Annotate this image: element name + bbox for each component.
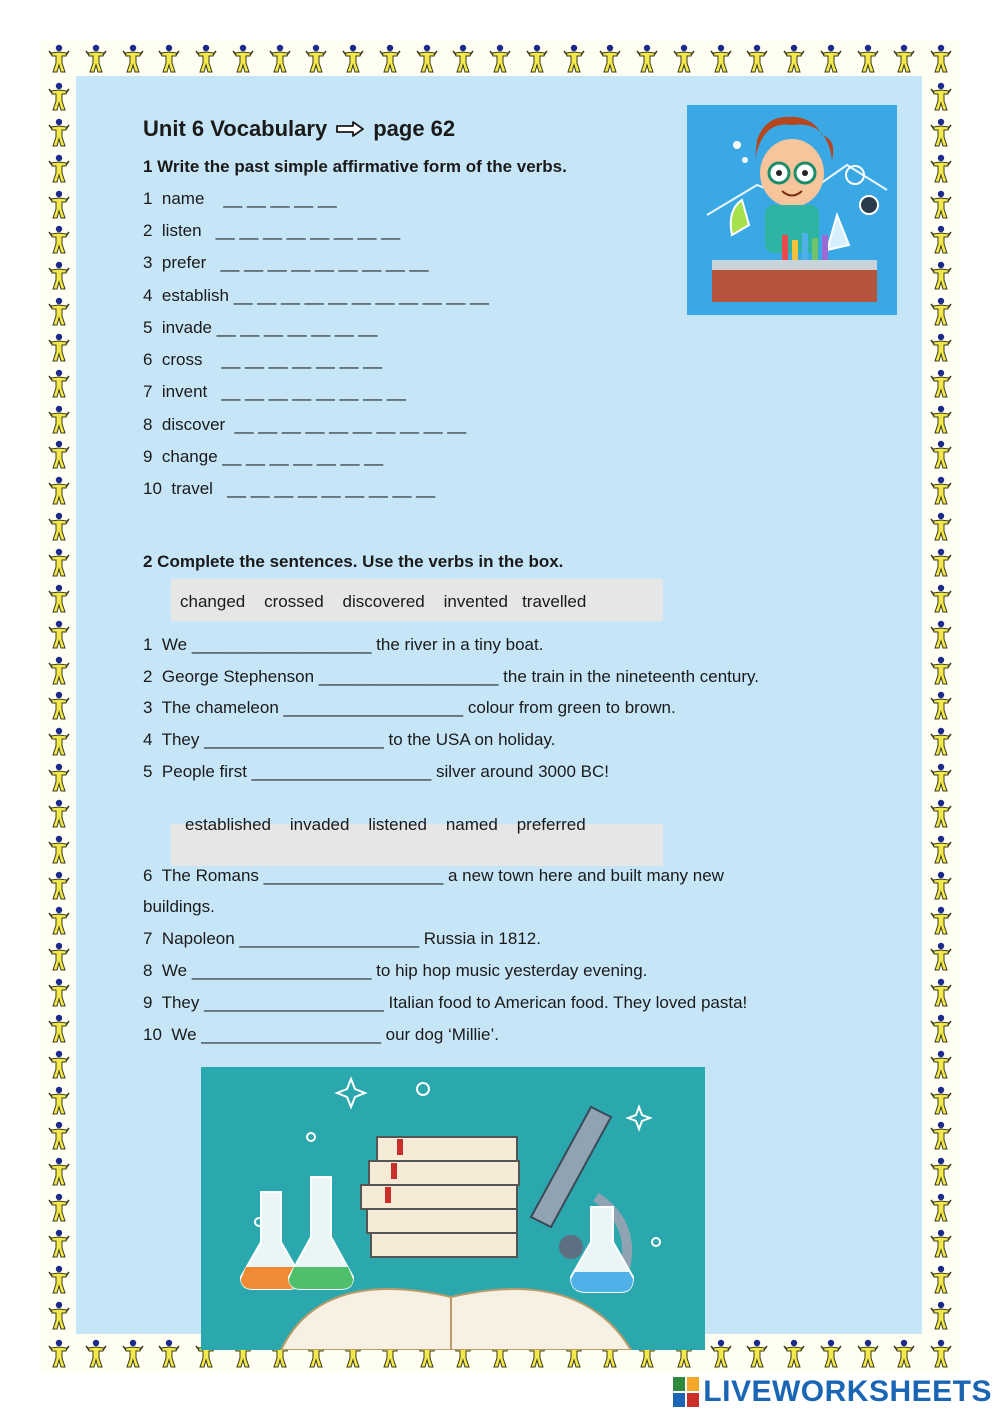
- ex2-sentence[interactable]: 7 Napoleon ___________________ Russia in 1812.: [143, 929, 541, 948]
- border-figure-icon: [83, 44, 109, 74]
- border-figure-icon: [46, 691, 72, 721]
- border-figure-icon: [928, 906, 954, 936]
- title-page: page 62: [373, 116, 456, 141]
- border-figure-icon: [928, 440, 954, 470]
- border-figure-icon: [46, 476, 72, 506]
- verb-box-2-text: established invaded listened named preferred: [185, 815, 586, 834]
- border-figure-icon: [46, 369, 72, 399]
- border-figure-icon: [46, 906, 72, 936]
- border-figure-icon: [928, 333, 954, 363]
- border-figure-icon: [46, 82, 72, 112]
- ex1-item[interactable]: 5 invade __ __ __ __ __ __ __: [143, 318, 378, 337]
- ex2-sentence[interactable]: 10 We ___________________ our dog ‘Millie’.: [143, 1025, 500, 1044]
- border-figure-icon: [46, 225, 72, 255]
- border-figure-icon: [46, 1193, 72, 1223]
- ex2-sentence[interactable]: 4 They ___________________ to the USA on holiday.: [143, 730, 556, 749]
- border-figure-icon: [46, 1014, 72, 1044]
- ex2-sentence[interactable]: 1 We ___________________ the river in a tiny boat.: [143, 635, 544, 654]
- border-figure-icon: [46, 297, 72, 327]
- verb-box-1-text: changed crossed discovered invented travelled: [180, 592, 587, 611]
- brand-logo[interactable]: [673, 1375, 992, 1409]
- border-figure-icon: [781, 44, 807, 74]
- border-figure-icon: [230, 44, 256, 74]
- border-figure-icon: [928, 82, 954, 112]
- border-figure-icon: [46, 154, 72, 184]
- ex2-sentence[interactable]: 6 The Romans ___________________ a new town here and built many new: [143, 866, 724, 885]
- border-figure-icon: [928, 118, 954, 148]
- border-figure-icon: [303, 44, 329, 74]
- border-figure-icon: [193, 44, 219, 74]
- worksheet-title: [143, 116, 455, 142]
- border-figure-icon: [83, 1339, 109, 1369]
- border-figure-icon: [928, 1265, 954, 1295]
- border-figure-icon: [744, 44, 770, 74]
- border-figure-icon: [46, 1157, 72, 1187]
- border-figure-icon: [891, 1339, 917, 1369]
- border-figure-icon: [928, 763, 954, 793]
- left-border: [40, 78, 78, 1335]
- border-figure-icon: [855, 44, 881, 74]
- border-figure-icon: [46, 1050, 72, 1080]
- border-figure-icon: [928, 620, 954, 650]
- border-figure-icon: [46, 799, 72, 829]
- ex1-item[interactable]: 8 discover __ __ __ __ __ __ __ __ __ __: [143, 415, 467, 434]
- border-figure-icon: [46, 1301, 72, 1331]
- right-arrow-icon: [335, 120, 365, 138]
- border-figure-icon: [340, 44, 366, 74]
- border-figure-icon: [855, 1339, 881, 1369]
- border-figure-icon: [46, 1229, 72, 1259]
- ex1-item[interactable]: 2 listen __ __ __ __ __ __ __ __: [143, 221, 401, 240]
- border-figure-icon: [928, 835, 954, 865]
- border-figure-icon: [928, 154, 954, 184]
- border-figure-icon: [414, 44, 440, 74]
- ex2-sentence[interactable]: 2 George Stephenson ___________________ the train in the nineteenth century.: [143, 667, 759, 686]
- border-figure-icon: [46, 333, 72, 363]
- border-figure-icon: [818, 44, 844, 74]
- liveworksheets-logo-icon: [673, 1377, 699, 1407]
- border-figure-icon: [46, 512, 72, 542]
- border-figure-icon: [46, 261, 72, 291]
- ex2-sentence[interactable]: 5 People first ___________________ silver around 3000 BC!: [143, 762, 609, 781]
- title-text: Unit 6 Vocabulary: [143, 116, 328, 141]
- border-figure-icon: [928, 727, 954, 757]
- border-figure-icon: [891, 44, 917, 74]
- border-figure-icon: [46, 1265, 72, 1295]
- border-figure-icon: [928, 1086, 954, 1116]
- border-figure-icon: [597, 44, 623, 74]
- border-figure-icon: [928, 190, 954, 220]
- border-figure-icon: [46, 871, 72, 901]
- border-figure-icon: [928, 978, 954, 1008]
- border-figure-icon: [46, 405, 72, 435]
- exercise-1-heading: 1 Write the past simple affirmative form of the verbs.: [143, 157, 567, 176]
- border-figure-icon: [818, 1339, 844, 1369]
- border-figure-icon: [928, 1157, 954, 1187]
- ex2-sentence[interactable]: 8 We ___________________ to hip hop music yesterday evening.: [143, 961, 648, 980]
- ex1-item[interactable]: 7 invent __ __ __ __ __ __ __ __: [143, 382, 406, 401]
- border-figure-icon: [46, 584, 72, 614]
- border-figure-icon: [928, 1121, 954, 1151]
- border-figure-icon: [928, 1193, 954, 1223]
- border-figure-icon: [46, 620, 72, 650]
- border-figure-icon: [46, 978, 72, 1008]
- ex2-sentence-continued: buildings.: [143, 897, 215, 916]
- border-figure-icon: [928, 691, 954, 721]
- border-figure-icon: [928, 44, 954, 74]
- border-figure-icon: [46, 1121, 72, 1151]
- exercise-2-heading: 2 Complete the sentences. Use the verbs in the box.: [143, 552, 564, 571]
- border-figure-icon: [46, 835, 72, 865]
- border-figure-icon: [487, 44, 513, 74]
- border-figure-icon: [46, 763, 72, 793]
- border-figure-icon: [928, 261, 954, 291]
- ex2-sentence[interactable]: 9 They ___________________ Italian food to American food. They loved pasta!: [143, 993, 748, 1012]
- books-lab-illustration: [201, 1067, 705, 1350]
- border-figure-icon: [744, 1339, 770, 1369]
- border-figure-icon: [928, 1301, 954, 1331]
- border-figure-icon: [46, 942, 72, 972]
- border-figure-icon: [928, 584, 954, 614]
- border-figure-icon: [928, 512, 954, 542]
- ex1-item[interactable]: 4 establish __ __ __ __ __ __ __ __ __ __ __: [143, 286, 489, 305]
- border-figure-icon: [708, 1339, 734, 1369]
- border-figure-icon: [46, 727, 72, 757]
- border-figure-icon: [928, 656, 954, 686]
- brand-text: LIVEWORKSHEETS: [703, 1375, 992, 1408]
- border-figure-icon: [450, 44, 476, 74]
- border-figure-icon: [928, 942, 954, 972]
- border-figure-icon: [928, 548, 954, 578]
- border-figure-icon: [928, 476, 954, 506]
- border-figure-icon: [928, 871, 954, 901]
- border-figure-icon: [708, 44, 734, 74]
- ex1-item[interactable]: 1 name __ __ __ __ __: [143, 189, 337, 208]
- border-figure-icon: [928, 1014, 954, 1044]
- right-border: [922, 78, 960, 1335]
- border-figure-icon: [928, 405, 954, 435]
- border-figure-icon: [928, 369, 954, 399]
- border-figure-icon: [120, 1339, 146, 1369]
- border-figure-icon: [156, 1339, 182, 1369]
- border-figure-icon: [267, 44, 293, 74]
- border-figure-icon: [46, 1339, 72, 1369]
- ex2-sentence[interactable]: 3 The chameleon ___________________ colour from green to brown.: [143, 698, 676, 717]
- scientist-illustration: [687, 105, 897, 315]
- border-figure-icon: [781, 1339, 807, 1369]
- border-figure-icon: [120, 44, 146, 74]
- border-figure-icon: [634, 44, 660, 74]
- ex1-item[interactable]: 6 cross __ __ __ __ __ __ __: [143, 350, 383, 369]
- border-figure-icon: [928, 297, 954, 327]
- border-figure-icon: [46, 656, 72, 686]
- ex1-item[interactable]: 9 change __ __ __ __ __ __ __: [143, 447, 384, 466]
- ex1-item[interactable]: 3 prefer __ __ __ __ __ __ __ __ __: [143, 253, 429, 272]
- ex1-item[interactable]: 10 travel __ __ __ __ __ __ __ __ __: [143, 479, 436, 498]
- border-figure-icon: [928, 225, 954, 255]
- border-figure-icon: [156, 44, 182, 74]
- border-figure-icon: [46, 118, 72, 148]
- border-figure-icon: [46, 440, 72, 470]
- border-figure-icon: [46, 190, 72, 220]
- border-figure-icon: [671, 44, 697, 74]
- border-figure-icon: [928, 799, 954, 829]
- border-figure-icon: [46, 548, 72, 578]
- border-figure-icon: [46, 44, 72, 74]
- border-figure-icon: [928, 1229, 954, 1259]
- border-figure-icon: [561, 44, 587, 74]
- border-figure-icon: [46, 1086, 72, 1116]
- border-figure-icon: [928, 1050, 954, 1080]
- border-figure-icon: [524, 44, 550, 74]
- top-border: [40, 40, 960, 78]
- border-figure-icon: [928, 1339, 954, 1369]
- border-figure-icon: [377, 44, 403, 74]
